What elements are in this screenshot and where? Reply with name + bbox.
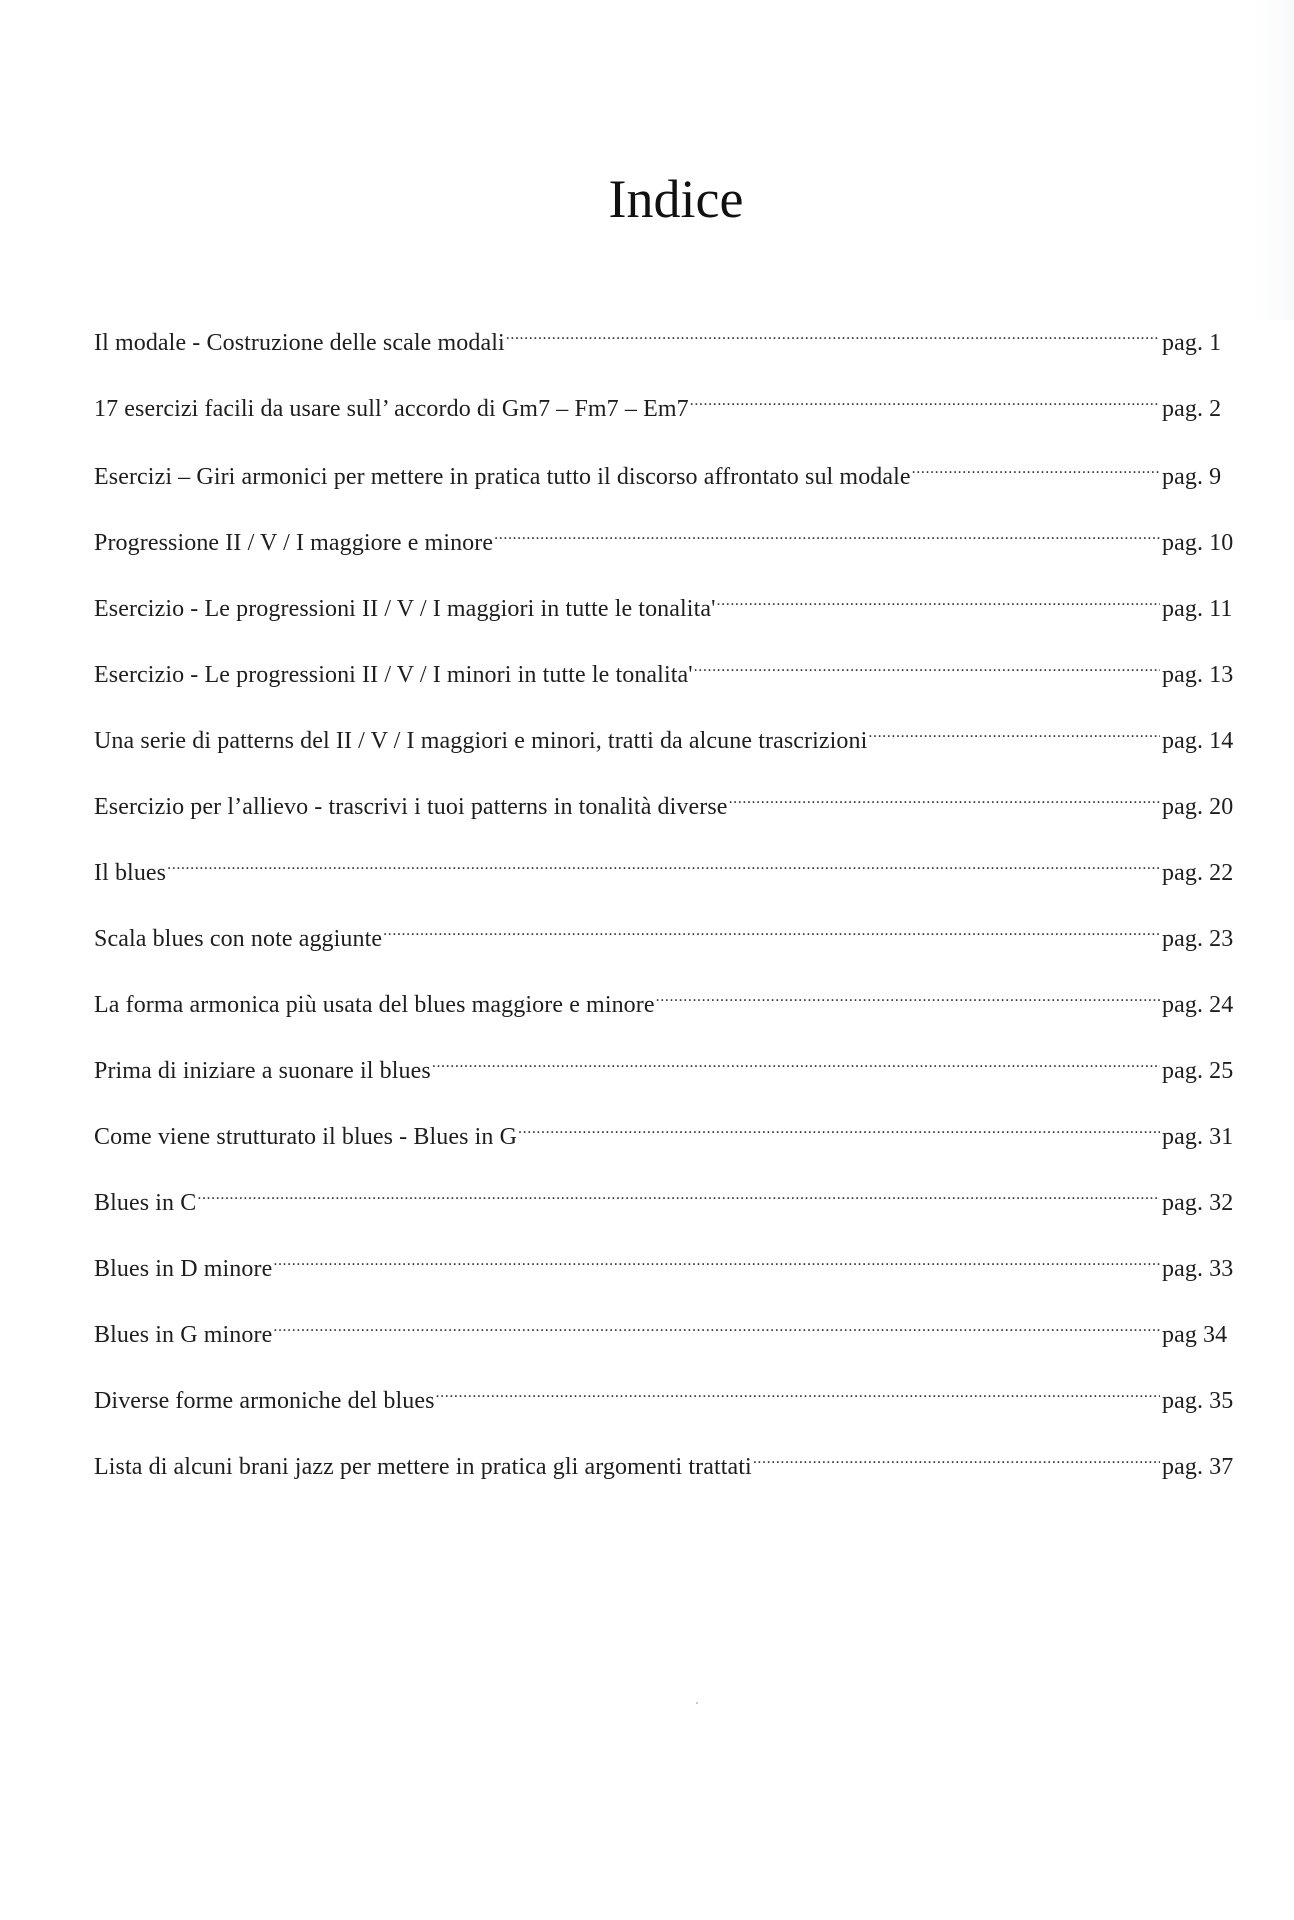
toc-entry-page: pag 34 [1162, 1322, 1228, 1348]
toc-entry [94, 1452, 1244, 1518]
dot-leader [753, 1452, 1160, 1474]
toc-entry-title: Esercizio - Le progressioni II / V / I minori in tutte le tonalita' [94, 662, 693, 688]
dot-leader [717, 594, 1160, 616]
toc-entry [94, 1122, 1244, 1188]
toc-entry [94, 528, 1244, 594]
dot-leader [432, 1056, 1160, 1078]
toc-entry-page: pag. 24 [1162, 992, 1234, 1018]
toc-entry-page: pag. 23 [1162, 926, 1234, 952]
dot-leader [656, 990, 1160, 1012]
toc-entry [94, 462, 1244, 528]
toc-entry-title: Prima di iniziare a suonare il blues [94, 1058, 431, 1084]
toc-entry-title: Il blues [94, 860, 167, 886]
toc-entry-page: pag. 1 [1162, 330, 1222, 356]
toc-entry-title: Il modale - Costruzione delle scale modali [94, 330, 505, 356]
toc-entry-page: pag. 14 [1162, 728, 1234, 754]
dot-leader [694, 660, 1160, 682]
toc-entry-page: pag. 35 [1162, 1388, 1234, 1414]
toc-entry-title: Esercizio per l’allievo - trascrivi i tuoi patterns in tonalità diverse [94, 794, 728, 820]
toc-entry-title: Blues in D minore [94, 1256, 273, 1282]
toc-entry [94, 660, 1244, 726]
toc-entry-page: pag. 9 [1162, 464, 1222, 490]
toc-entry [94, 594, 1244, 660]
toc-entry-title: La forma armonica più usata del blues maggiore e minore [94, 992, 655, 1018]
toc-entry [94, 394, 1244, 460]
toc-entry [94, 1254, 1244, 1320]
dot-leader [273, 1254, 1160, 1276]
dot-leader [197, 1188, 1160, 1210]
toc-entry [94, 990, 1244, 1056]
scan-speck [696, 1702, 698, 1704]
toc-entry-title: Lista di alcuni brani jazz per mettere in pratica gli argomenti trattati [94, 1454, 752, 1480]
toc-entry-page: pag. 32 [1162, 1190, 1234, 1216]
toc-entry-title: 17 esercizi facili da usare sull’ accordo di Gm7 – Fm7 – Em7 [94, 396, 689, 422]
toc-entry-page: pag. 25 [1162, 1058, 1234, 1084]
toc-entry-title: Scala blues con note aggiunte [94, 926, 383, 952]
dot-leader [729, 792, 1160, 814]
dot-leader [912, 462, 1160, 484]
dot-leader [518, 1122, 1160, 1144]
toc-entry [94, 1320, 1244, 1386]
toc-entry [94, 792, 1244, 858]
toc-entry-title: Come viene strutturato il blues - Blues in G [94, 1124, 518, 1150]
toc-entry [94, 1386, 1244, 1452]
toc-entry-title: Esercizio - Le progressioni II / V / I maggiori in tutte le tonalita' [94, 596, 716, 622]
toc-entry-page: pag. 22 [1162, 860, 1234, 886]
toc-entry-page: pag. 33 [1162, 1256, 1234, 1282]
toc-entry [94, 328, 1244, 394]
toc-entry [94, 1056, 1244, 1122]
dot-leader [436, 1386, 1160, 1408]
toc-entry [94, 858, 1244, 924]
toc-entry-page: pag. 31 [1162, 1124, 1234, 1150]
dot-leader [690, 394, 1160, 416]
toc-entry-page: pag. 20 [1162, 794, 1234, 820]
toc-entry-title: Esercizi – Giri armonici per mettere in pratica tutto il discorso affrontato sul modale [94, 464, 911, 490]
toc-entry [94, 1188, 1244, 1254]
toc-entry-title: Blues in G minore [94, 1322, 273, 1348]
dot-leader [273, 1320, 1160, 1342]
toc-entry-page: pag. 37 [1162, 1454, 1234, 1480]
page-edge-shadow [1254, 0, 1294, 320]
dot-leader [868, 726, 1160, 748]
table-of-contents [94, 328, 1244, 1516]
dot-leader [383, 924, 1160, 946]
toc-entry-page: pag. 2 [1162, 396, 1222, 422]
toc-entry-title: Progressione II / V / I maggiore e minore [94, 530, 494, 556]
toc-entry [94, 726, 1244, 792]
toc-entry-page: pag. 11 [1162, 596, 1233, 622]
dot-leader [167, 858, 1160, 880]
toc-entry-page: pag. 10 [1162, 530, 1234, 556]
toc-entry-title: Diverse forme armoniche del blues [94, 1388, 435, 1414]
page-title: Indice [608, 169, 744, 229]
dot-leader [506, 328, 1160, 350]
dot-leader [494, 528, 1160, 550]
toc-entry-title: Una serie di patterns del II / V / I maggiori e minori, tratti da alcune trascrizioni [94, 728, 868, 754]
toc-entry-page: pag. 13 [1162, 662, 1234, 688]
toc-entry [94, 924, 1244, 990]
toc-entry-title: Blues in C [94, 1190, 197, 1216]
